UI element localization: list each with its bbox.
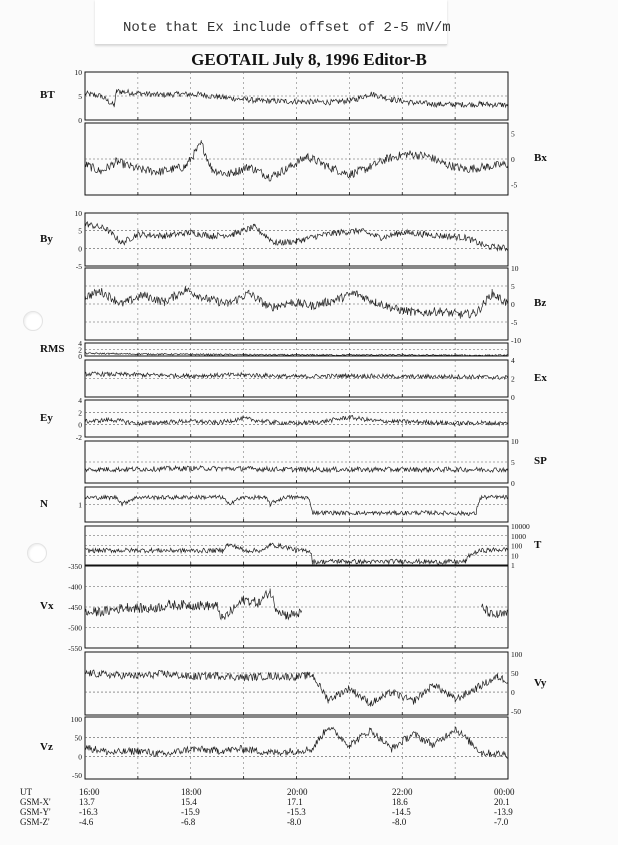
y-tick-label: 4 (78, 339, 82, 348)
y-tick-label: -5 (511, 318, 518, 327)
panel-ex (85, 356, 515, 402)
series-line-vx (85, 589, 302, 620)
footer-value: 22:00 (392, 787, 413, 797)
footer-value: -15.9 (181, 807, 200, 817)
panel-label-n: N (40, 498, 48, 510)
y-tick-label: 5 (511, 129, 515, 139)
panel-rms (78, 339, 508, 361)
panel-label-t: T (534, 539, 542, 551)
panel-label-bz: Bz (534, 297, 547, 309)
y-tick-label: -450 (68, 603, 82, 612)
y-tick-label: 4 (78, 396, 82, 405)
y-tick-label: 100 (511, 649, 523, 659)
chart-title: GEOTAIL July 8, 1996 Editor-B (191, 50, 427, 69)
footer-row-label: UT (20, 787, 32, 797)
panel-label-by: By (40, 233, 53, 245)
footer-row-label: GSM-X' (20, 797, 51, 807)
footer-value: -16.3 (79, 807, 98, 817)
y-tick-label: 0 (78, 244, 82, 254)
y-tick-label: 0 (511, 479, 515, 488)
panel-bx (85, 123, 517, 195)
y-tick-label: 0 (78, 420, 82, 430)
panel-sp (85, 437, 519, 488)
series-line-ex (85, 372, 508, 380)
y-tick-label: 0 (78, 352, 82, 361)
footer-value: 15.4 (181, 797, 197, 807)
y-tick-label: 0 (511, 393, 515, 402)
footer-value: -8.0 (392, 817, 407, 827)
footer-value: -15.3 (287, 807, 306, 817)
y-tick-label: -2 (75, 433, 82, 442)
panel-label-rms: RMS (40, 343, 65, 355)
footer-value: -8.0 (287, 817, 302, 827)
y-tick-label: -50 (72, 771, 82, 781)
y-tick-label: -5 (511, 180, 518, 190)
footer-value: 13.7 (79, 797, 95, 807)
y-tick-label: 100 (70, 714, 82, 724)
y-tick-label: 5 (511, 282, 515, 291)
y-tick-label: 0 (511, 155, 515, 164)
footer-value: 20:00 (287, 787, 308, 797)
y-tick-label: -10 (511, 336, 521, 345)
y-tick-label: 2 (511, 374, 515, 384)
y-tick-label: 10 (74, 209, 82, 218)
panel-vz (71, 715, 508, 780)
panel-label-ey: Ey (40, 412, 53, 424)
panel-label-bx: Bx (534, 152, 547, 164)
y-tick-label: -500 (68, 623, 82, 633)
y-tick-label: 2 (78, 408, 82, 418)
panel-label-vy: Vy (534, 677, 547, 689)
panel-bt (75, 68, 509, 125)
panel-label-bt: BT (40, 89, 55, 101)
footer-value: -6.8 (181, 817, 196, 827)
y-tick-label: -50 (511, 707, 521, 717)
panel-ey (76, 396, 508, 442)
y-tick-label: 10 (511, 551, 519, 561)
y-tick-label: 50 (511, 669, 519, 678)
footer-value: 16:00 (79, 787, 100, 797)
panel-label-vx: Vx (40, 600, 54, 612)
panel-t (85, 522, 530, 570)
y-tick-label: 2 (78, 345, 82, 355)
y-tick-label: 10 (511, 437, 519, 446)
note-text: Note that Ex include offset of 2-5 mV/m (123, 20, 451, 36)
footer-value: 18.6 (392, 797, 408, 807)
y-tick-label: 100 (511, 541, 523, 551)
y-tick-label: -400 (68, 582, 82, 592)
series-line-vx-1 (482, 604, 508, 618)
y-tick-label: 5 (78, 92, 82, 101)
series-line-bx (85, 140, 508, 181)
y-tick-label: 4 (511, 356, 515, 365)
panel-by (75, 209, 509, 271)
footer-row-label: GSM-Z' (20, 817, 50, 827)
panel-label-sp: SP (534, 455, 547, 467)
panel-label-ex: Ex (534, 372, 547, 384)
y-tick-label: 10 (511, 264, 519, 273)
y-tick-label: 5 (511, 458, 515, 467)
footer-value: -14.5 (392, 807, 411, 817)
y-tick-label: 10 (74, 68, 82, 77)
y-tick-label: 0 (511, 688, 515, 698)
y-tick-label: 0 (78, 752, 82, 762)
footer-value: -7.0 (494, 817, 509, 827)
y-tick-label: -550 (68, 644, 82, 653)
footer-value: 20.1 (494, 797, 510, 807)
footer-value: 18:00 (181, 787, 202, 797)
panel-vy (85, 650, 523, 716)
y-tick-label: -5 (75, 262, 82, 271)
panel-bz (85, 264, 521, 345)
series-line-by (85, 222, 508, 251)
footer-value: 00:00 (494, 787, 515, 797)
y-tick-label: 10000 (511, 522, 530, 531)
footer-row-label: GSM-Y' (20, 807, 51, 817)
y-tick-label: 50 (74, 733, 82, 743)
panel-n (78, 487, 508, 522)
panel-vx (68, 562, 508, 653)
y-tick-label: -350 (68, 562, 82, 571)
y-tick-label: 1 (78, 500, 82, 510)
panel-label-vz: Vz (40, 741, 53, 753)
y-tick-label: 0 (511, 300, 515, 309)
y-tick-label: 5 (78, 226, 82, 236)
footer-value: 17.1 (287, 797, 303, 807)
footer-value: -13.9 (494, 807, 513, 817)
y-tick-label: 0 (78, 116, 82, 125)
y-tick-label: 1000 (511, 531, 526, 541)
y-tick-label: 1 (511, 561, 515, 570)
footer-value: -4.6 (79, 817, 94, 827)
